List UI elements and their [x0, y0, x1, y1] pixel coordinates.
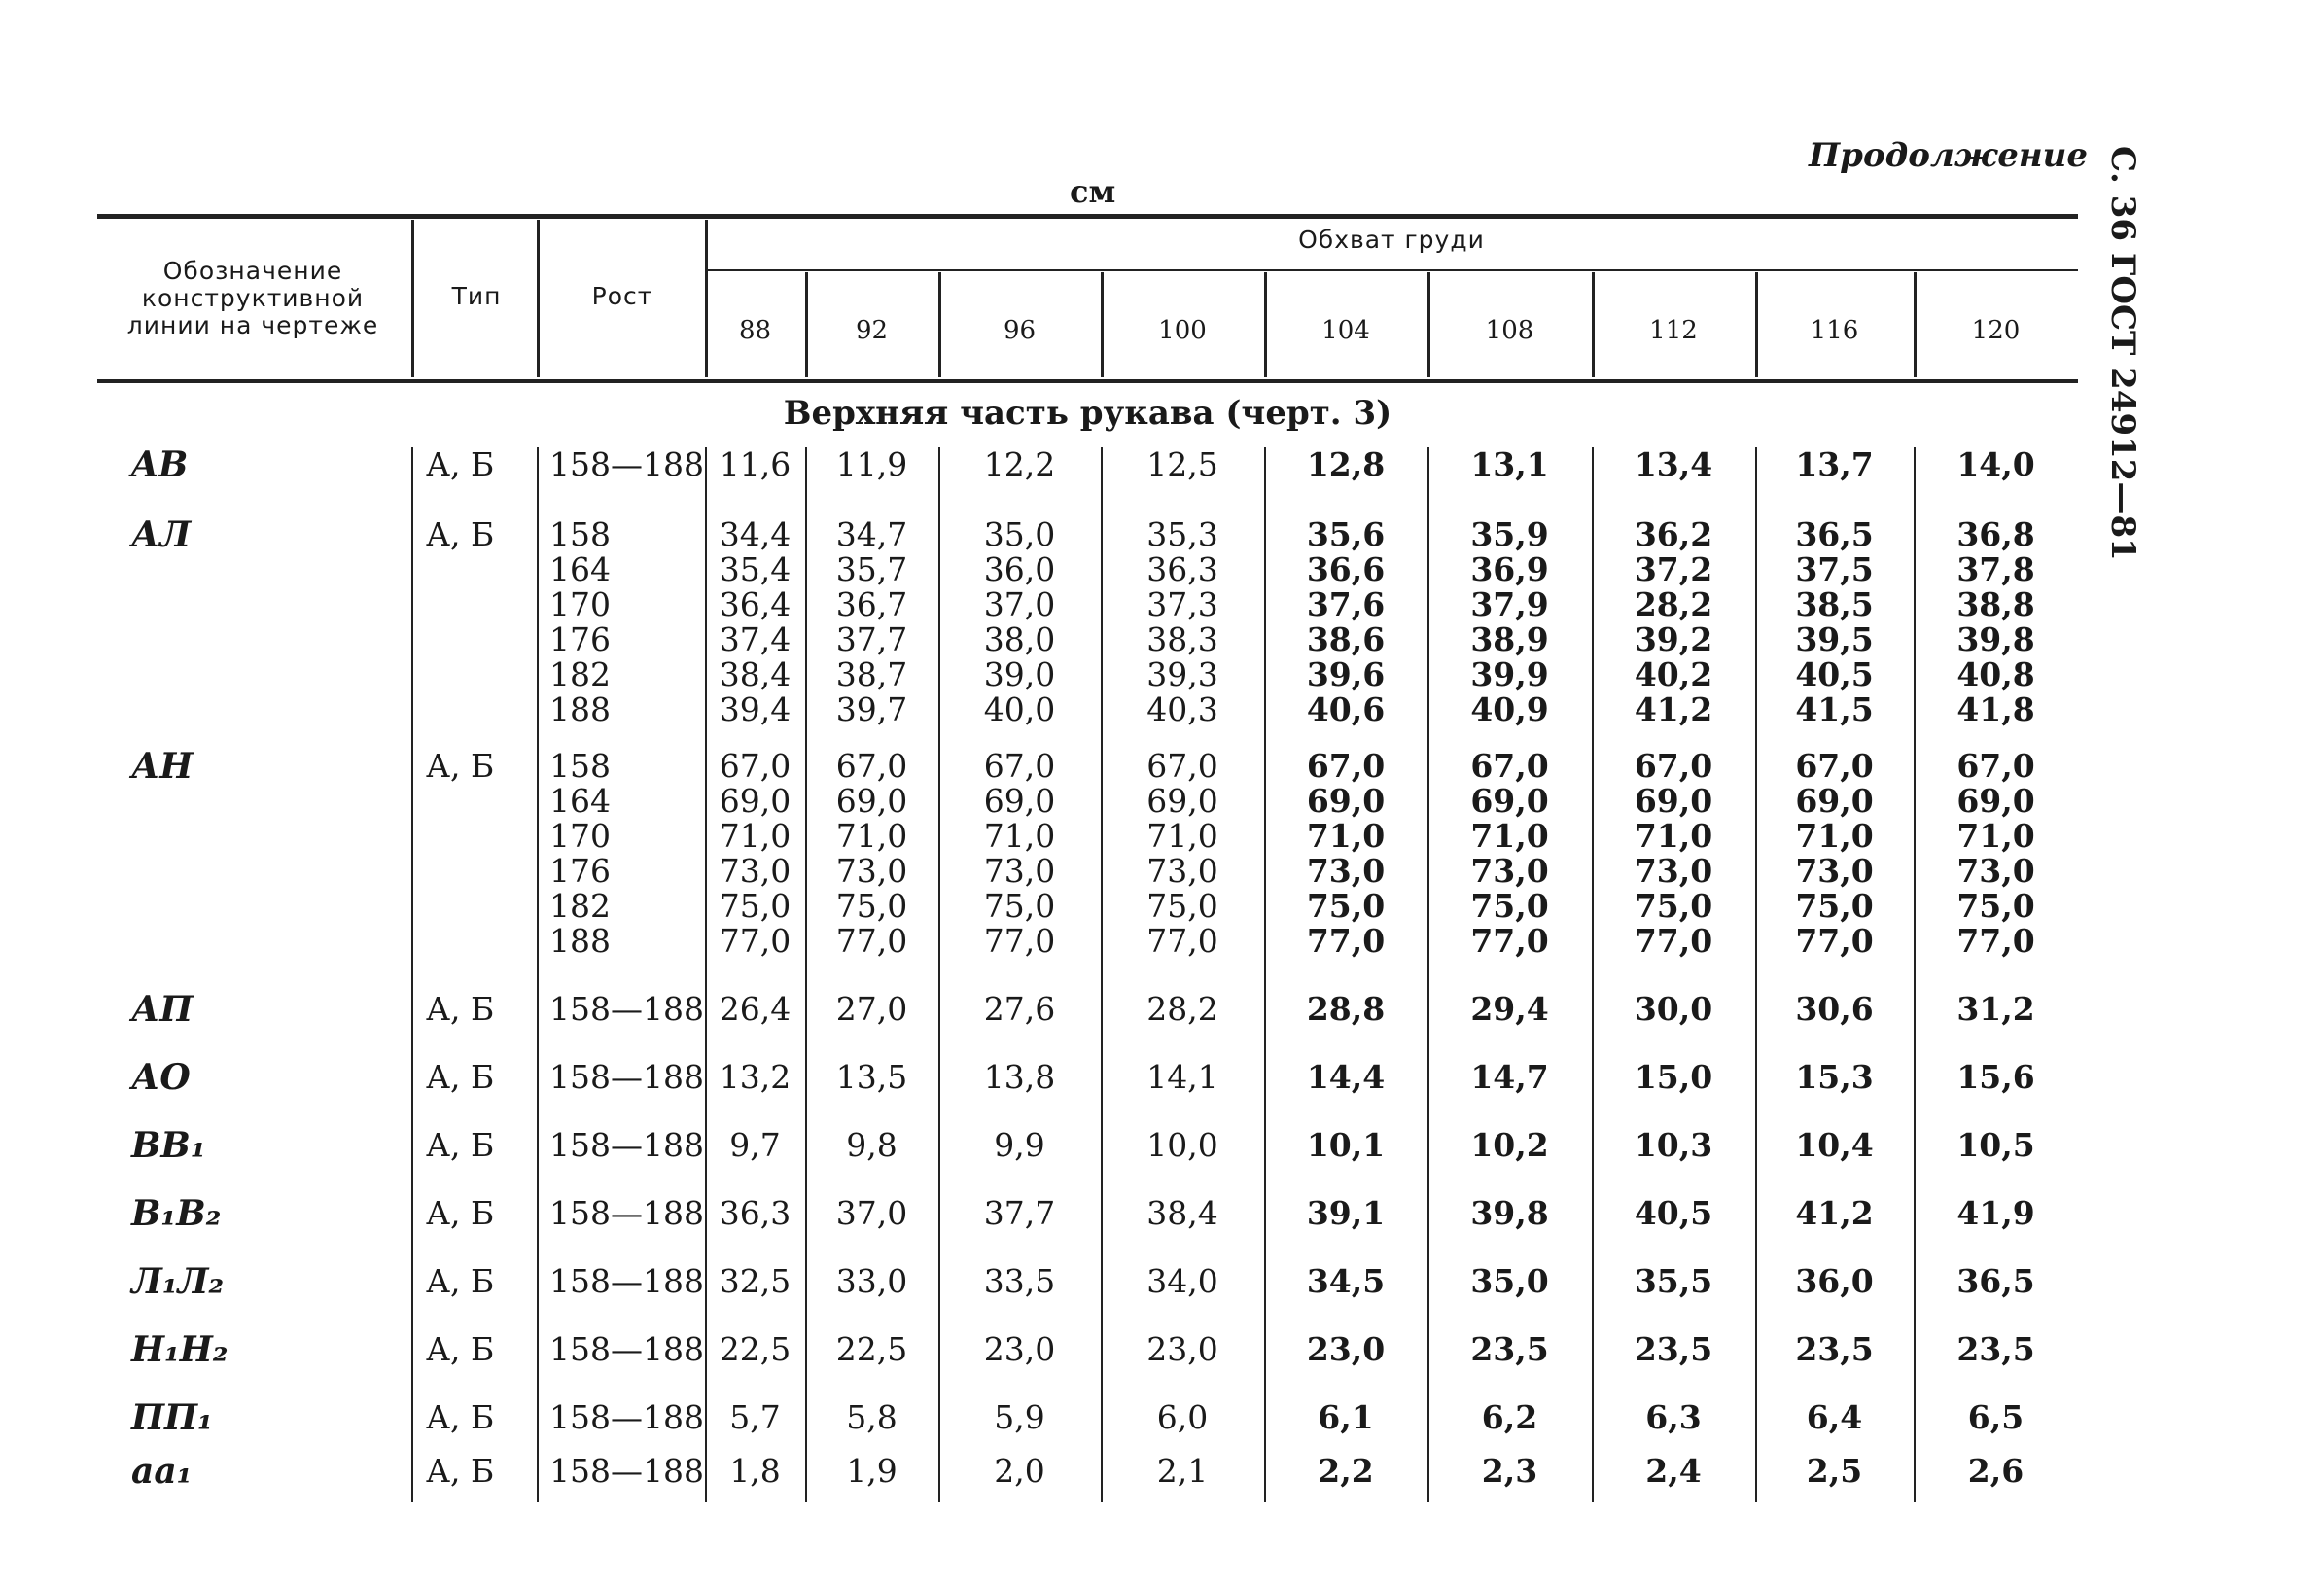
value-cell: 10,3 [1634, 1126, 1713, 1164]
value-cell: 67,0 69,0 71,0 73,0 75,0 77,0 [1956, 747, 2035, 960]
type-cell: А, Б [426, 990, 495, 1028]
value-cell: 13,4 [1634, 445, 1713, 483]
value-cell: 67,0 69,0 71,0 73,0 75,0 77,0 [1146, 747, 1218, 960]
height-cell: 158—188 [549, 1058, 704, 1096]
type-cell: А, Б [426, 445, 495, 483]
value-cell: 1,9 [846, 1452, 898, 1490]
value-cell: 67,0 69,0 71,0 73,0 75,0 77,0 [1795, 747, 1874, 960]
value-cell: 67,0 69,0 71,0 73,0 75,0 77,0 [983, 747, 1056, 960]
chest-column-header: 100 [1158, 316, 1207, 345]
value-cell: 11,6 [719, 445, 792, 483]
value-cell: 33,5 [983, 1262, 1056, 1300]
value-cell: 38,4 [1146, 1194, 1218, 1232]
value-cell: 36,2 37,2 28,2 39,2 40,2 41,2 [1634, 515, 1713, 728]
value-cell: 13,7 [1795, 445, 1874, 483]
value-cell: 67,0 69,0 71,0 73,0 75,0 77,0 [719, 747, 792, 960]
column-divider [411, 447, 413, 1502]
value-cell: 15,6 [1956, 1058, 2035, 1096]
value-cell: 36,5 37,5 38,5 39,5 40,5 41,5 [1795, 515, 1874, 728]
value-cell: 2,0 [994, 1452, 1045, 1490]
value-cell: 9,9 [994, 1126, 1045, 1164]
header-chest-group: Обхват груди [1298, 226, 1485, 254]
height-cell: 158 164 170 176 182 188 [549, 747, 611, 960]
header-height: Рост [591, 282, 653, 310]
value-cell: 29,4 [1470, 990, 1549, 1028]
value-cell: 2,4 [1645, 1452, 1702, 1490]
header-divider [805, 272, 808, 377]
header-divider [1592, 272, 1595, 377]
page-title: Продолжение [1809, 136, 2088, 175]
value-cell: 27,6 [983, 990, 1056, 1028]
value-cell: 10,5 [1956, 1126, 2035, 1164]
value-cell: 40,5 [1634, 1194, 1713, 1232]
line-designation: ПП₁ [131, 1397, 213, 1438]
line-designation: H₁H₂ [131, 1329, 229, 1370]
header-divider [537, 220, 540, 377]
line-designation: Л₁Л₂ [131, 1261, 225, 1302]
value-cell: 37,0 [835, 1194, 908, 1232]
value-cell: 28,2 [1146, 990, 1218, 1028]
value-cell: 28,8 [1306, 990, 1386, 1028]
header-divider [1101, 272, 1104, 377]
value-cell: 5,8 [846, 1398, 898, 1436]
line-designation: АЛ [131, 514, 192, 555]
value-cell: 67,0 69,0 71,0 73,0 75,0 77,0 [1470, 747, 1549, 960]
type-cell: А, Б [426, 1262, 495, 1300]
header-divider [411, 220, 414, 377]
value-cell: 22,5 [719, 1330, 792, 1368]
height-cell: 158—188 [549, 1398, 704, 1436]
type-cell: А, Б [426, 1194, 495, 1232]
height-cell: 158 164 170 176 182 188 [549, 515, 611, 728]
value-cell: 67,0 69,0 71,0 73,0 75,0 77,0 [1306, 747, 1386, 960]
value-cell: 6,2 [1481, 1398, 1538, 1436]
height-cell: 158—188 [549, 445, 704, 483]
value-cell: 13,1 [1470, 445, 1549, 483]
table-top-rule [97, 214, 2078, 219]
header-designation: Обозначение конструктивной линии на чертеже [126, 257, 379, 339]
line-designation: АП [131, 989, 194, 1030]
unit-label: см [1070, 173, 1116, 210]
vertical-page-stamp [2103, 146, 2176, 564]
value-cell: 30,0 [1634, 990, 1713, 1028]
value-cell: 14,4 [1306, 1058, 1386, 1096]
type-cell: А, Б [426, 747, 495, 785]
value-cell: 15,0 [1634, 1058, 1713, 1096]
chest-column-header: 108 [1485, 316, 1534, 345]
header-bottom-rule [97, 379, 2078, 383]
type-cell: А, Б [426, 1126, 495, 1164]
header-divider [1914, 272, 1917, 377]
value-cell: 23,5 [1956, 1330, 2035, 1368]
value-cell: 12,8 [1306, 445, 1386, 483]
value-cell: 26,4 [719, 990, 792, 1028]
value-cell: 10,1 [1306, 1126, 1386, 1164]
value-cell: 39,1 [1306, 1194, 1386, 1232]
value-cell: 32,5 [719, 1262, 792, 1300]
chest-column-header: 116 [1810, 316, 1859, 345]
value-cell: 9,7 [729, 1126, 781, 1164]
value-cell: 23,0 [1306, 1330, 1386, 1368]
value-cell: 6,5 [1967, 1398, 2025, 1436]
value-cell: 34,5 [1306, 1262, 1386, 1300]
value-cell: 35,6 36,6 37,6 38,6 39,6 40,6 [1306, 515, 1386, 728]
value-cell: 36,3 [719, 1194, 792, 1232]
value-cell: 23,5 [1634, 1330, 1713, 1368]
value-cell: 23,5 [1470, 1330, 1549, 1368]
value-cell: 35,5 [1634, 1262, 1713, 1300]
value-cell: 2,6 [1967, 1452, 2025, 1490]
value-cell: 41,2 [1795, 1194, 1874, 1232]
value-cell: 31,2 [1956, 990, 2035, 1028]
value-cell: 6,3 [1645, 1398, 1702, 1436]
value-cell: 35,9 36,9 37,9 38,9 39,9 40,9 [1470, 515, 1549, 728]
height-cell: 158—188 [549, 1262, 704, 1300]
header-divider [1755, 272, 1758, 377]
value-cell: 6,0 [1156, 1398, 1209, 1436]
value-cell: 14,0 [1956, 445, 2035, 483]
line-designation: AB [131, 444, 189, 485]
value-cell: 23,0 [983, 1330, 1056, 1368]
value-cell: 30,6 [1795, 990, 1874, 1028]
value-cell: 39,8 [1470, 1194, 1549, 1232]
value-cell: 2,3 [1481, 1452, 1538, 1490]
value-cell: 27,0 [835, 990, 908, 1028]
value-cell: 14,7 [1470, 1058, 1549, 1096]
value-cell: 23,0 [1146, 1330, 1218, 1368]
line-designation: BB₁ [131, 1125, 206, 1166]
header-divider [1264, 272, 1267, 377]
value-cell: 2,5 [1806, 1452, 1863, 1490]
value-cell: 36,0 [1795, 1262, 1874, 1300]
chest-column-header: 92 [855, 316, 889, 345]
chest-column-header: 104 [1321, 316, 1370, 345]
height-cell: 158—188 [549, 1194, 704, 1232]
value-cell: 34,4 35,4 36,4 37,4 38,4 39,4 [719, 515, 792, 728]
header-type: Тип [451, 282, 502, 310]
section-title: Верхняя часть рукава (черт. 3) [783, 394, 1392, 433]
chest-column-header: 112 [1649, 316, 1698, 345]
sizes-table [97, 214, 2078, 1507]
value-cell: 13,8 [983, 1058, 1056, 1096]
value-cell: 15,3 [1795, 1058, 1874, 1096]
line-designation: aa₁ [131, 1451, 193, 1492]
value-cell: 10,0 [1146, 1126, 1218, 1164]
height-cell: 158—188 [549, 990, 704, 1028]
value-cell: 34,7 35,7 36,7 37,7 38,7 39,7 [835, 515, 908, 728]
height-cell: 158—188 [549, 1452, 704, 1490]
value-cell: 35,0 [1470, 1262, 1549, 1300]
value-cell: 11,9 [835, 445, 908, 483]
height-cell: 158—188 [549, 1330, 704, 1368]
value-cell: 35,3 36,3 37,3 38,3 39,3 40,3 [1146, 515, 1218, 728]
type-cell: А, Б [426, 515, 495, 553]
value-cell: 23,5 [1795, 1330, 1874, 1368]
type-cell: А, Б [426, 1058, 495, 1096]
value-cell: 6,1 [1318, 1398, 1374, 1436]
value-cell: 37,7 [983, 1194, 1056, 1232]
vertical-stamp-text: С. 36 ГОСТ 24912—81 [2103, 146, 2142, 561]
value-cell: 36,5 [1956, 1262, 2035, 1300]
value-cell: 36,8 37,8 38,8 39,8 40,8 41,8 [1956, 515, 2035, 728]
header-divider [938, 272, 941, 377]
value-cell: 12,2 [983, 445, 1056, 483]
height-cell: 158—188 [549, 1126, 704, 1164]
value-cell: 9,8 [846, 1126, 898, 1164]
line-designation: АО [131, 1057, 191, 1098]
value-cell: 2,1 [1156, 1452, 1209, 1490]
value-cell: 5,9 [994, 1398, 1045, 1436]
value-cell: 33,0 [835, 1262, 908, 1300]
chest-group-rule [705, 269, 2078, 271]
value-cell: 10,2 [1470, 1126, 1549, 1164]
line-designation: АН [131, 746, 194, 787]
header-divider [1427, 272, 1430, 377]
value-cell: 5,7 [729, 1398, 781, 1436]
column-divider [537, 447, 539, 1502]
value-cell: 41,9 [1956, 1194, 2035, 1232]
chest-column-header: 120 [1971, 316, 2021, 345]
type-cell: А, Б [426, 1452, 495, 1490]
type-cell: А, Б [426, 1330, 495, 1368]
value-cell: 6,4 [1806, 1398, 1863, 1436]
value-cell: 14,1 [1146, 1058, 1218, 1096]
value-cell: 1,8 [729, 1452, 781, 1490]
line-designation: B₁B₂ [131, 1193, 222, 1234]
value-cell: 13,5 [835, 1058, 908, 1096]
value-cell: 13,2 [719, 1058, 792, 1096]
type-cell: А, Б [426, 1398, 495, 1436]
value-cell: 2,2 [1318, 1452, 1374, 1490]
chest-column-header: 88 [738, 316, 772, 345]
value-cell: 35,0 36,0 37,0 38,0 39,0 40,0 [983, 515, 1056, 728]
chest-column-header: 96 [1003, 316, 1037, 345]
value-cell: 67,0 69,0 71,0 73,0 75,0 77,0 [1634, 747, 1713, 960]
value-cell: 34,0 [1146, 1262, 1218, 1300]
value-cell: 67,0 69,0 71,0 73,0 75,0 77,0 [835, 747, 908, 960]
value-cell: 12,5 [1146, 445, 1218, 483]
value-cell: 22,5 [835, 1330, 908, 1368]
value-cell: 10,4 [1795, 1126, 1874, 1164]
